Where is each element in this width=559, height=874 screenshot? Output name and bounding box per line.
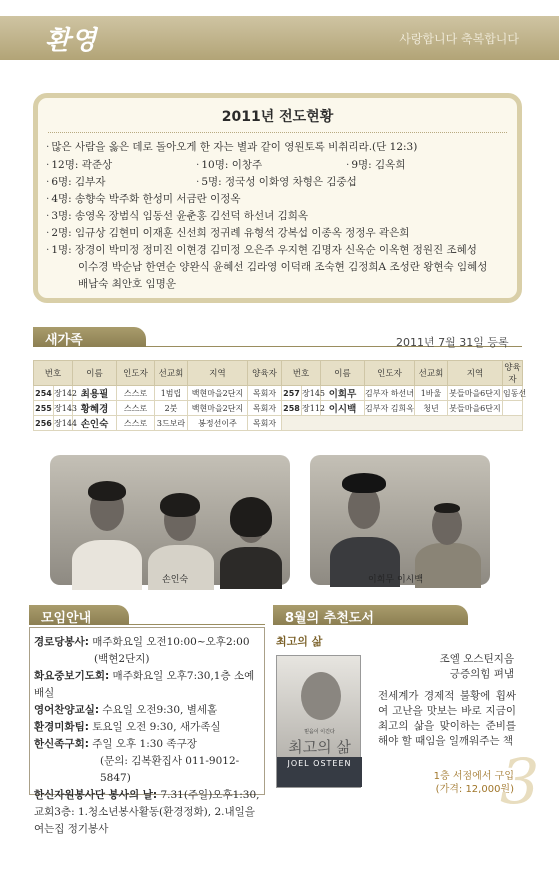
- section-title: 8월의 추천도서: [285, 611, 374, 626]
- registration-date: 2011년 7월 31일 등록: [396, 336, 509, 349]
- empty-cell: [282, 416, 523, 431]
- cell-number: 256: [34, 416, 54, 431]
- cell-nurturer: 목회자: [248, 416, 282, 431]
- cell-area: 봉정선이주: [188, 416, 248, 431]
- cell-guide: 스스로: [117, 401, 155, 416]
- meeting-item: 한신자원봉사단 봉사의 날: 7.31(주일)오후1:30,: [34, 789, 260, 801]
- photo-new-members: [310, 455, 490, 585]
- meeting-item-continued: 여는집 정기봉사: [34, 823, 109, 835]
- cover-band: [277, 757, 362, 787]
- cell-mission: 3드보라: [155, 416, 188, 431]
- section-bar-meetings: [29, 605, 129, 625]
- section-title: 모임안내: [41, 611, 92, 626]
- list-item: · 1명: 장경이 박미정 정미진 이현경 김미정 오은주 우지현 김명자 신옥순 이옥현 정원진 조혜성: [46, 242, 517, 259]
- column-header: 인도자: [365, 361, 415, 386]
- column-header: 인도자: [117, 361, 155, 386]
- meetings-box: [29, 627, 265, 835]
- list-item: · 3명: 송영옥 장범식 임동선 윤춘홍 김선덕 하선녀 김희옥: [46, 208, 517, 225]
- cell-code: 장142: [54, 386, 73, 401]
- column-header: 양육자: [503, 361, 523, 386]
- cell-mission: 2붓: [155, 401, 188, 416]
- evangelism-title: 2011년 전도현황: [221, 109, 334, 125]
- cell-code: 장112: [302, 401, 321, 416]
- cell-name: 황혜경: [73, 401, 117, 416]
- purchase-location: 1층 서점에서 구입: [433, 771, 514, 782]
- divider: [48, 132, 507, 133]
- column-header: 양육자: [248, 361, 282, 386]
- cell-code: 장143: [54, 401, 73, 416]
- column-header: 선교회: [415, 361, 448, 386]
- meeting-item: 화요중보기도회: 매주화요일 오후7:30,1층 소예배실: [34, 670, 255, 699]
- cell-nurturer: 목회자: [248, 401, 282, 416]
- cell-area: 백현마을2단지: [188, 386, 248, 401]
- table-row: [34, 401, 523, 416]
- meeting-item-continued: (문의: 김복환집사 011-9012-5847): [100, 755, 240, 784]
- list-item: · 4명: 송향숙 박주화 한성미 서금란 이정옥: [46, 191, 517, 208]
- list-item: · 6명: 김부자: [46, 174, 196, 191]
- section-bar-new-family: [33, 327, 146, 347]
- author-photo: [301, 672, 341, 720]
- cell-number: 254: [34, 386, 54, 401]
- cell-nurturer: 임동선: [503, 386, 523, 401]
- table-row: [34, 386, 523, 401]
- list-item-continued: 이수경 박순남 한연순 양완식 윤혜선 김라영 이덕래 조숙현 김정희A 조성란 왕현숙 임혜성: [78, 261, 488, 273]
- cell-guide: 김부자 하선녀: [365, 386, 415, 401]
- cover-kicker: 믿음이 이긴다: [304, 729, 335, 735]
- cell-code: 장145: [302, 386, 321, 401]
- cell-area: 봇들마을6단지: [448, 401, 503, 416]
- list-row: [46, 174, 517, 191]
- list-item: · 12명: 곽준상: [46, 157, 196, 174]
- page-number: 3: [500, 745, 540, 818]
- cover-title: 최고의 삶: [288, 738, 351, 756]
- scripture-verse: · 많은 사람을 옳은 데로 돌아오게 한 자는 별과 같이 영원토록 비취리라.(단 12:3): [46, 139, 517, 154]
- cell-name: 이희무: [321, 386, 365, 401]
- table-row: [34, 416, 523, 431]
- cell-code: 장144: [54, 416, 73, 431]
- meeting-item: 영어찬양교실: 수요일 오전9:30, 별세홀: [34, 704, 218, 716]
- list-item-continued: 배남숙 최안호 임명운: [78, 278, 176, 290]
- cell-number: 255: [34, 401, 54, 416]
- photo-new-member-family: [50, 455, 290, 585]
- section-title: 새가족: [45, 333, 83, 348]
- list-item: · 9명: 김옥희: [346, 157, 405, 174]
- page-subtitle: 사랑합니다 축복합니다: [399, 32, 519, 46]
- meeting-item: 한신족구회: 주일 오후 1:30 족구장: [34, 738, 197, 750]
- meeting-item-continued: (백현2단지): [94, 653, 150, 665]
- list-row: [46, 157, 517, 174]
- cell-mission: 1바울: [415, 386, 448, 401]
- book-author: 조엘 오스틴지음: [439, 653, 514, 665]
- cell-mission: 청년: [415, 401, 448, 416]
- photo-caption: 이희무 이시백: [368, 575, 424, 585]
- cell-mission: 1범립: [155, 386, 188, 401]
- page-header: [0, 16, 559, 60]
- table-header-row: [34, 361, 523, 386]
- section-bar-recommended-book: [273, 605, 468, 625]
- meeting-item-continued: 교회3층: 1.청소년봉사활동(환경정화), 2.내일을: [34, 806, 255, 818]
- cell-guide: 스스로: [117, 386, 155, 401]
- list-item: · 5명: 정국성 이화영 차형은 김중섭: [196, 174, 357, 191]
- book-title-label: 최고의 삶: [276, 635, 323, 648]
- list-item: · 2명: 임규상 김현미 이재훈 신선희 정귀례 유형석 강복섭 이종옥 정정우 곽은희: [46, 225, 517, 242]
- column-header: 번호: [282, 361, 321, 386]
- book-purchase-info: [410, 770, 514, 796]
- evangelism-status-box: [33, 93, 522, 303]
- cell-name: 최용필: [73, 386, 117, 401]
- cell-guide: 스스로: [117, 416, 155, 431]
- page-title: 환영: [45, 26, 98, 56]
- book-description: 전세계가 경제적 불황에 휩싸여 고난을 맛보는 바로 지금이 최고의 삶을 맞이하는 준비를 해야 할 때임을 일깨워주는 책: [378, 690, 516, 747]
- column-header: 이름: [321, 361, 365, 386]
- meeting-item: 경로당봉사: 매주화요일 오전10:00~오후2:00: [34, 636, 250, 648]
- cell-nurturer: [503, 401, 523, 416]
- cell-area: 백현마을2단지: [188, 401, 248, 416]
- cell-number: 257: [282, 386, 302, 401]
- cell-guide: 김부자 김희옥: [365, 401, 415, 416]
- meeting-item: 환경미화팀: 토요일 오전 9:30, 새가족실: [34, 721, 221, 733]
- photo-caption: 손인숙: [162, 575, 189, 585]
- cover-author: JOEL OSTEEN: [287, 759, 352, 768]
- cell-area: 봇들마을6단지: [448, 386, 503, 401]
- cell-name: 손인숙: [73, 416, 117, 431]
- book-publisher: 긍증의힘 펴냄: [449, 668, 514, 680]
- cell-name: 이시백: [321, 401, 365, 416]
- book-author-info: [410, 652, 514, 682]
- cell-number: 258: [282, 401, 302, 416]
- column-header: 이름: [73, 361, 117, 386]
- divider: [129, 624, 265, 625]
- column-header: 지역: [188, 361, 248, 386]
- new-family-table: [33, 360, 527, 431]
- column-header: 지역: [448, 361, 503, 386]
- column-header: 선교회: [155, 361, 188, 386]
- evangelism-list: [46, 157, 517, 293]
- cell-nurturer: 목회자: [248, 386, 282, 401]
- book-cover-image: [276, 655, 361, 788]
- column-header: 번호: [34, 361, 73, 386]
- list-item: · 10명: 이창주: [196, 157, 346, 174]
- book-price: (가격: 12,000원): [435, 784, 514, 795]
